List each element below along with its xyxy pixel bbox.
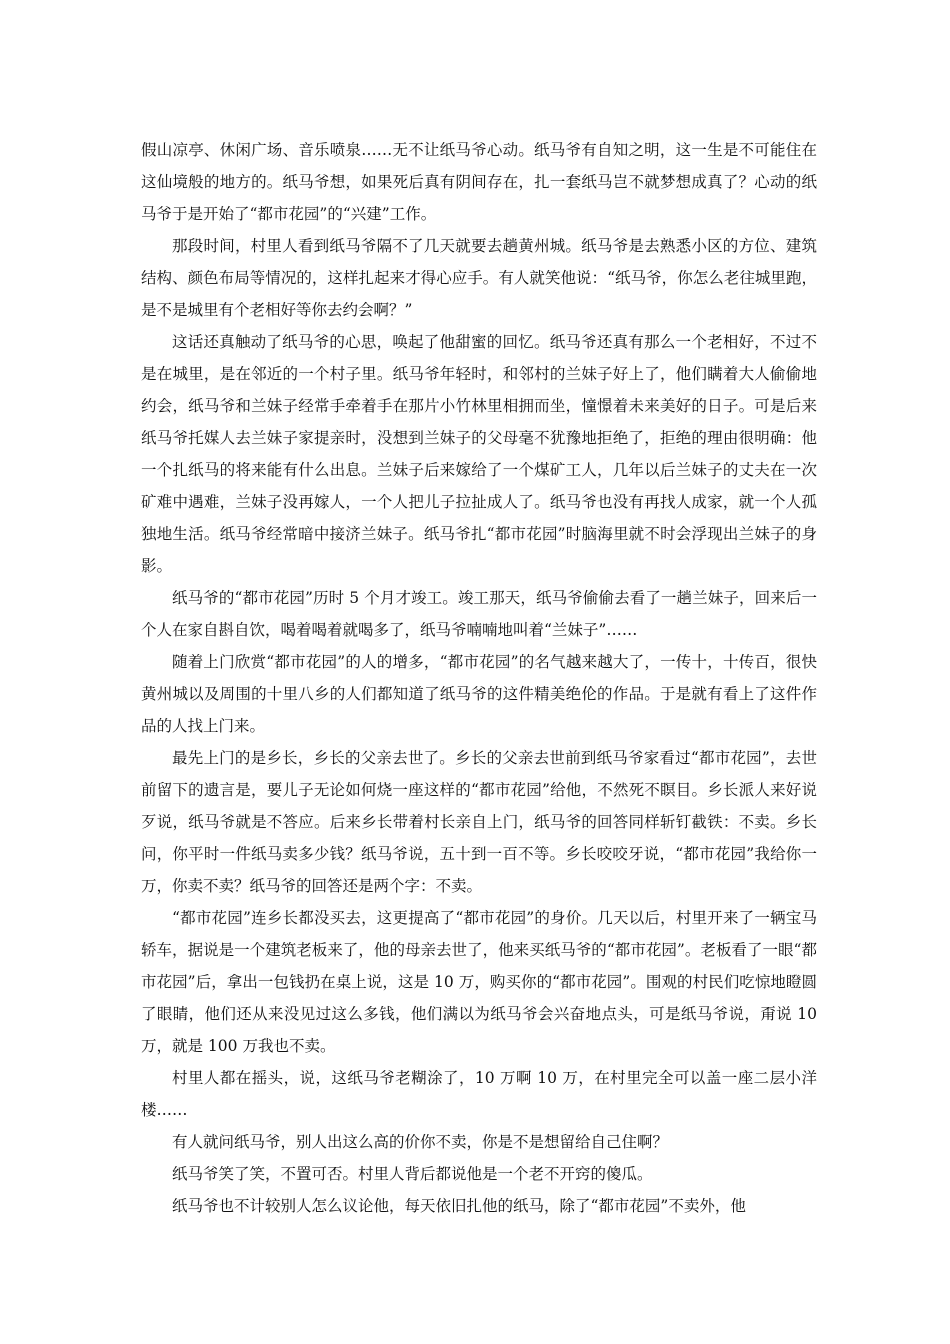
paragraph-5: 随着上门欣赏“都市花园”的人的增多，“都市花园”的名气越来越大了，一传十，十传百，很快黄州城以及周围的十里八乡的人们都知道了纸马爷的这件精美绝伦的作品。于是就有看上了这件作品的人找上门来。 <box>141 653 817 735</box>
paragraph-2: 那段时间，村里人看到纸马爷隔不了几天就要去趟黄州城。纸马爷是去熟悉小区的方位、建筑结构、颜色布局等情况的，这样扎起来才得心应手。有人就笑他说：“纸马爷，你怎么老往城里跑，是不是城里有个老相好等你去约会啊？” <box>141 237 817 319</box>
article-body <box>141 134 817 1222</box>
paragraph-10: 纸马爷笑了笑，不置可否。村里人背后都说他是一个老不开窍的傻瓜。 <box>172 1165 653 1183</box>
paragraph-4: 纸马爷的“都市花园”历时 5 个月才竣工。竣工那天，纸马爷偷偷去看了一趟兰妹子，回来后一个人在家自斟自饮，喝着喝着就喝多了，纸马爷喃喃地叫着“兰妹子”…… <box>141 589 817 639</box>
paragraph-6: 最先上门的是乡长，乡长的父亲去世了。乡长的父亲去世前到纸马爷家看过“都市花园”，去世前留下的遗言是，要儿子无论如何烧一座这样的“都市花园”给他，不然死不瞑目。乡长派人来好说歹说，纸马爷就是不答应。后来乡长带着村长亲自上门，纸马爷的回答同样斩钉截铁：不卖。乡长问，你平时一件纸马卖多少钱？纸马爷说，五十到一百不等。乡长咬咬牙说，“都市花园”我给你一万，你卖不卖？纸马爷的回答还是两个字：不卖。 <box>141 749 817 895</box>
paragraph-8: 村里人都在摇头，说，这纸马爷老糊涂了，10 万啊 10 万，在村里完全可以盖一座二层小洋楼…… <box>141 1069 817 1119</box>
paragraph-7: “都市花园”连乡长都没买去，这更提高了“都市花园”的身价。几天以后，村里开来了一辆宝马轿车，据说是一个建筑老板来了，他的母亲去世了，他来买纸马爷的“都市花园”。老板看了一眼“都市花园”后，拿出一包钱扔在桌上说，这是 10 万，购买你的“都市花园”。围观的村民们吃惊地瞪圆了眼睛，他们还从来没见过这么多钱，他们满以为纸马爷会兴奋地点头，可是纸马爷说，甭说 10 万，就是 100 万我也不卖。 <box>141 909 817 1055</box>
paragraph-3: 这话还真触动了纸马爷的心思，唤起了他甜蜜的回忆。纸马爷还真有那么一个老相好，不过不是在城里，是在邻近的一个村子里。纸马爷年轻时，和邻村的兰妹子好上了，他们瞒着大人偷偷地约会，纸马爷和兰妹子经常手牵着手在那片小竹林里相拥而坐，憧憬着未来美好的日子。可是后来纸马爷托媒人去兰妹子家提亲时，没想到兰妹子的父母毫不犹豫地拒绝了，拒绝的理由很明确：他一个扎纸马的将来能有什么出息。兰妹子后来嫁给了一个煤矿工人，几年以后兰妹子的丈夫在一次矿难中遇难，兰妹子没再嫁人，一个人把儿子拉扯成人了。纸马爷也没有再找人成家，就一个人孤独地生活。纸马爷经常暗中接济兰妹子。纸马爷扎“都市花园”时脑海里就不时会浮现出兰妹子的身影。 <box>141 333 817 575</box>
paragraph-1: 假山凉亭、休闲广场、音乐喷泉……无不让纸马爷心动。纸马爷有自知之明，这一生是不可能住在这仙境般的地方的。纸马爷想，如果死后真有阴间存在，扎一套纸马岂不就梦想成真了？心动的纸马爷于是开始了“都市花园”的“兴建”工作。 <box>141 141 817 223</box>
paragraph-11: 纸马爷也不计较别人怎么议论他，每天依旧扎他的纸马，除了“都市花园”不卖外，他 <box>172 1197 746 1215</box>
paragraph-9: 有人就问纸马爷，别人出这么高的价你不卖，你是不是想留给自己住啊？ <box>172 1133 669 1151</box>
